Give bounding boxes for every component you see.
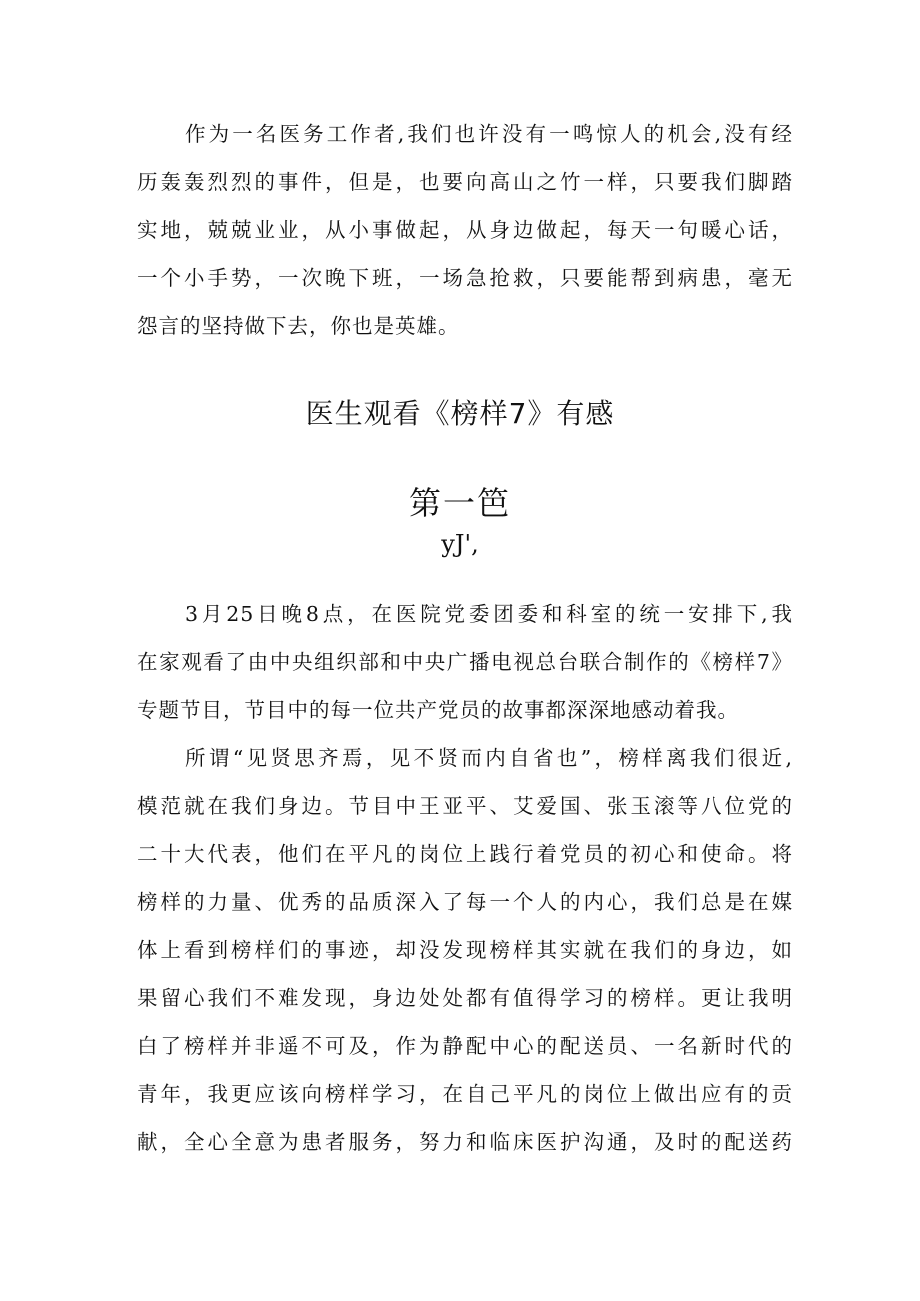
text-line: 青年，我更应该向榜样学习，在自己平凡的岗位上做出应有的贡 — [137, 1082, 793, 1106]
text-line: 二十大代表，他们在平凡的岗位上践行着党员的初心和使命。将 — [137, 842, 793, 866]
text-line: 榜样的力量、优秀的品质深入了每一个人的内心，我们总是在媒 — [137, 890, 793, 914]
article-title: 医生观看《榜样7》有感 — [305, 397, 615, 430]
text-line: 3月25日晚8点，在医院党委团委和科室的统一安排下,我 — [185, 602, 793, 626]
text-line: 作为一名医务工作者,我们也许没有一鸣惊人的机会,没有经 — [185, 122, 793, 146]
text-line: 果留心我们不难发现，身边处处都有值得学习的榜样。更让我明 — [137, 986, 793, 1010]
text-line: 白了榜样并非遥不可及，作为静配中心的配送员、一名新时代的 — [137, 1034, 793, 1058]
text-line: 历轰轰烈烈的事件，但是，也要向高山之竹一样，只要我们脚踏 — [137, 170, 793, 194]
paragraph-role-models — [137, 734, 793, 1166]
text-line: 实地，兢兢业业，从小事做起，从身边做起，每天一句暖心话， — [137, 218, 793, 242]
text-line: 在家观看了由中央组织部和中央广播电视总台联合制作的《榜样7》 — [137, 650, 793, 674]
garbled-text: yJ', — [441, 530, 479, 558]
section-heading: 第一笆 — [408, 484, 511, 522]
paragraph-intro — [137, 590, 793, 734]
text-line: 献，全心全意为患者服务，努力和临床医护沟通，及时的配送药 — [137, 1130, 793, 1154]
text-line: 体上看到榜样们的事迹，却没发现榜样其实就在我们的身边，如 — [137, 938, 793, 962]
paragraph-heroism — [137, 110, 793, 350]
text-line: 一个小手势，一次晚下班，一场急抢救，只要能帮到病患，毫无 — [137, 266, 793, 290]
text-line: 怨言的坚持做下去，你也是英雄。 — [137, 314, 460, 338]
text-line: 专题节目，节目中的每一位共产党员的故事都深深地感动着我。 — [137, 698, 739, 722]
text-line: 所谓“见贤思齐焉，见不贤而内自省也”，榜样离我们很近, — [185, 746, 793, 770]
text-line: 模范就在我们身边。节目中王亚平、艾爱国、张玉滚等八位党的 — [137, 794, 793, 818]
